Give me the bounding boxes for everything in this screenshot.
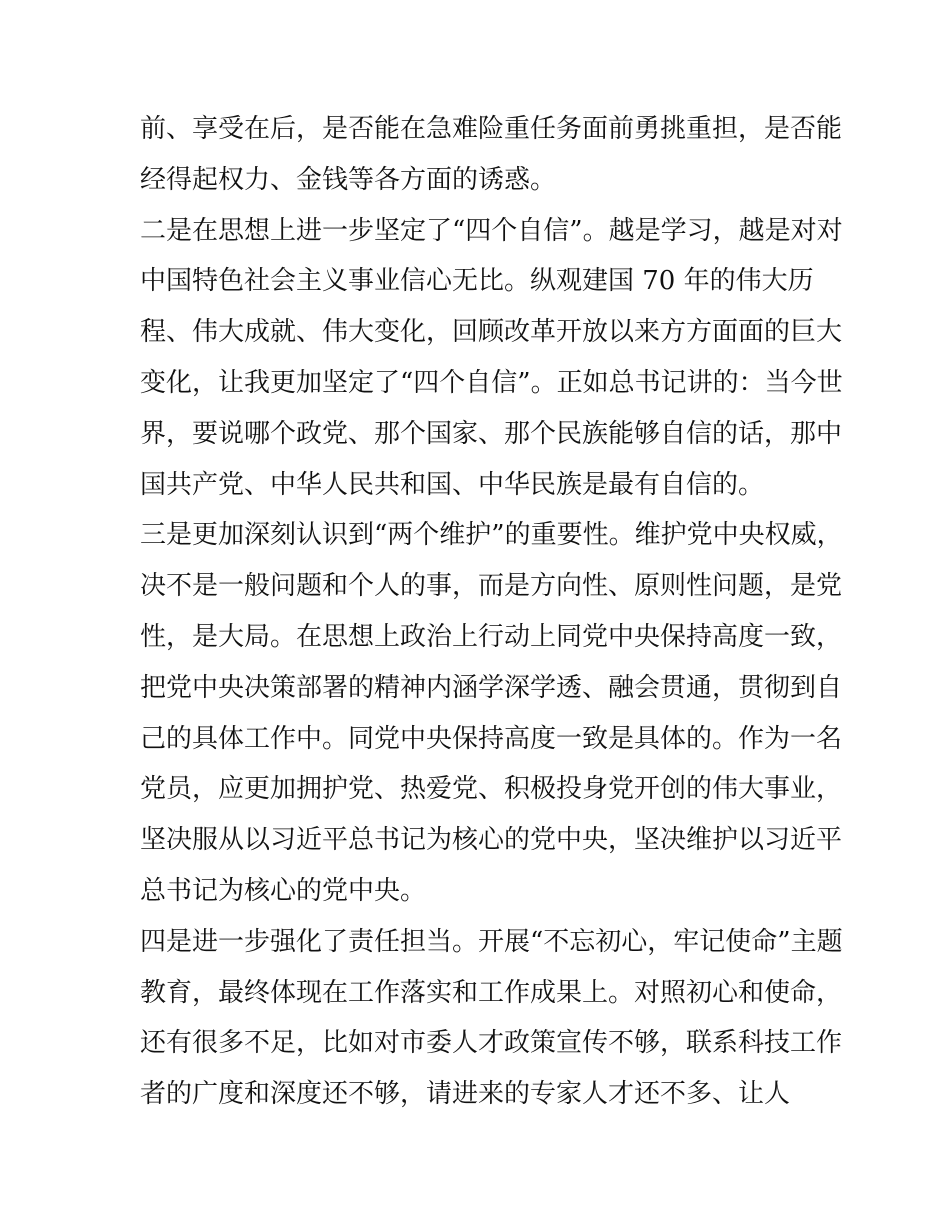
text-line: 把党中央决策部署的精神内涵学深学透、融会贯通，贯彻到自 — [140, 672, 843, 703]
text-line: 四是进一步强化了责任担当。开展“不忘初心，牢记使命”主题 — [140, 926, 843, 957]
text-line: 国共产党、中华人民共和国、中华民族是最有自信的。 — [140, 469, 765, 500]
text-line: 总书记为核心的党中央。 — [140, 875, 427, 906]
text-line: 者的广度和深度还不够，请进来的专家人才还不多、让人 — [140, 1079, 791, 1110]
text-line: 决不是一般问题和个人的事，而是方向性、原则性问题，是党 — [140, 571, 843, 602]
text-line: 坚决服从以习近平总书记为核心的党中央，坚决维护以习近平 — [140, 825, 843, 856]
text-line: 二是在思想上进一步坚定了“四个自信”。越是学习，越是对对 — [140, 215, 843, 246]
text-line: 变化，让我更加坚定了“四个自信”。正如总书记讲的：当今世 — [140, 367, 843, 398]
text-line: 还有很多不足，比如对市委人才政策宣传不够，联系科技工作 — [140, 1028, 843, 1059]
text-line: 界，要说哪个政党、那个国家、那个民族能够自信的话，那中 — [140, 418, 843, 449]
text-line: 经得起权力、金钱等各方面的诱惑。 — [140, 164, 557, 195]
body-text — [140, 104, 843, 1120]
text-line: 性，是大局。在思想上政治上行动上同党中央保持高度一致， — [140, 621, 843, 652]
text-line: 三是更加深刻认识到“两个维护”的重要性。维护党中央权威， — [140, 520, 843, 551]
text-line: 前、享受在后，是否能在急难险重任务面前勇挑重担，是否能 — [140, 114, 843, 144]
text-line: 程、伟大成就、伟大变化，回顾改革开放以来方方面面的巨大 — [140, 317, 843, 348]
text-line: 教育，最终体现在工作落实和工作成果上。对照初心和使命， — [140, 977, 843, 1008]
text-line: 党员，应更加拥护党、热爱党、积极投身党开创的伟大事业， — [140, 774, 843, 805]
text-line: 中国特色社会主义事业信心无比。纵观建国 70 年的伟大历 — [140, 266, 814, 297]
text-line: 己的具体工作中。同党中央保持高度一致是具体的。作为一名 — [140, 723, 843, 754]
